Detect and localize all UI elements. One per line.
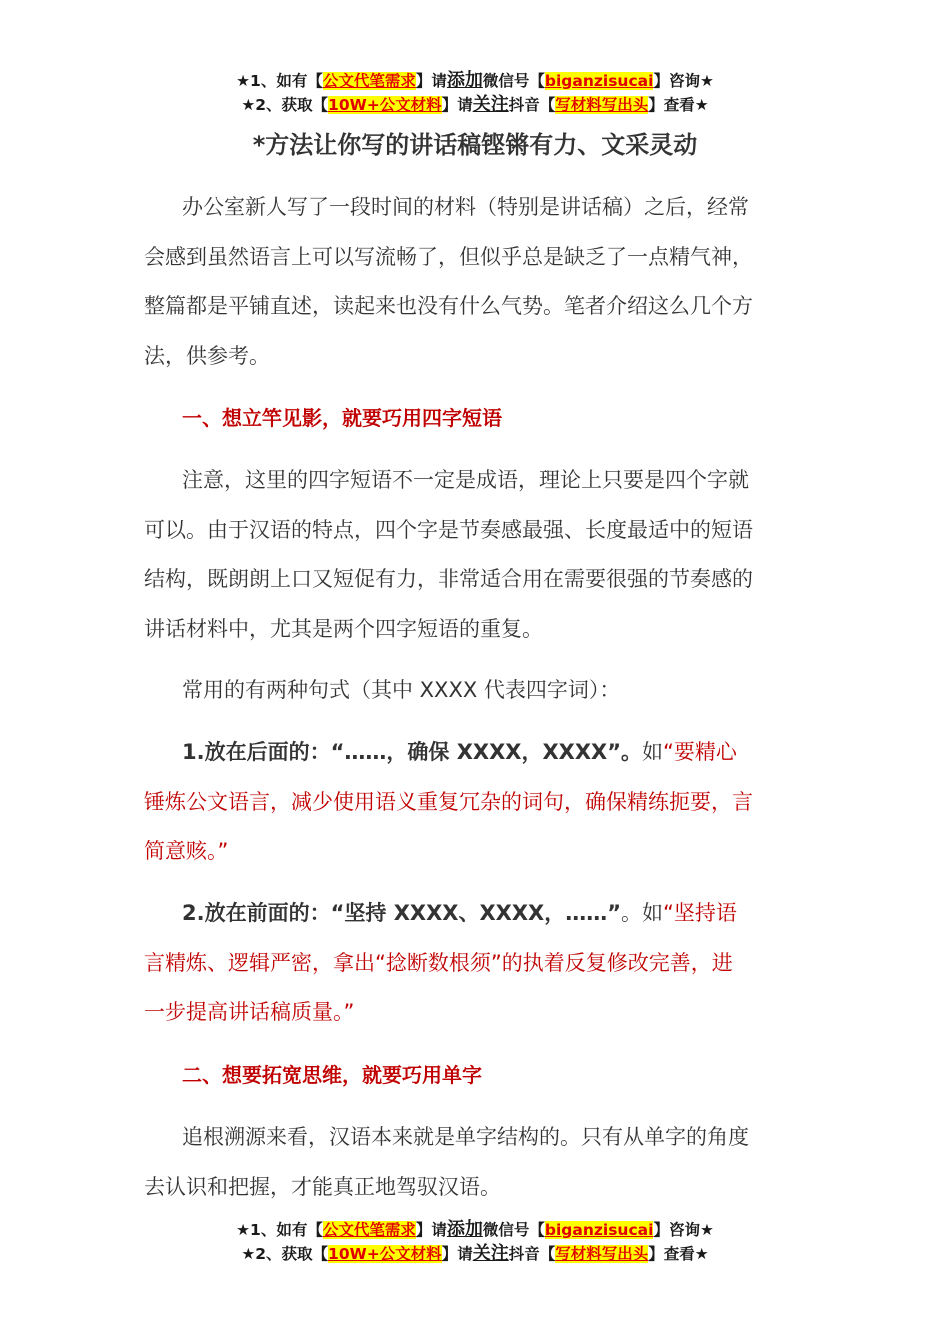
promo-douyin-id: 写材料写出头: [555, 1245, 649, 1263]
paragraph-patterns: 常用的有两种句式（其中 XXXX 代表四字词）：: [182, 678, 621, 702]
promo-emphasis: 关注: [472, 94, 509, 115]
promo-highlight: 10W+公文材料: [328, 96, 442, 114]
promo-text: 抖音【: [508, 1245, 556, 1263]
paragraph-intro: 办公室新人写了一段时间的材料（特别是讲话稿）之后，经常 会感到虽然语言上可以写流畅了，但似乎总是缺乏了一点精气神， 整篇都是平铺直述，读起来也没有什么气势。笔者介绍这么几个方 法，供参考。: [144, 195, 753, 368]
promo-text: ★1、如有【: [236, 72, 323, 90]
promo-emphasis: 关注: [472, 1243, 509, 1264]
paragraph-pattern-2: 2.放在前面的：“坚持 XXXX、XXXX，……”。如“坚持语 言精炼、逻辑严密，拿出“捻断数根须”的执着反复修改完善，进 一步提高讲话稿质量。”: [144, 901, 737, 1024]
promo-text: ★2、获取【: [241, 1245, 329, 1263]
promo-line-1-top: [0, 70, 950, 92]
promo-highlight: 公文代笔需求: [322, 72, 416, 90]
section-heading-2: 二、想要拓宽思维，就要巧用单字: [182, 1063, 482, 1087]
promo-text: 】咨询★: [653, 1221, 714, 1239]
promo-text: 】查看★: [648, 96, 709, 114]
promo-douyin-id: 写材料写出头: [555, 96, 649, 114]
promo-line-1-bottom: [0, 1219, 950, 1241]
promo-emphasis: 添加: [446, 70, 483, 91]
promo-text: 】请: [415, 72, 447, 90]
promo-emphasis: 添加: [446, 1219, 483, 1240]
paragraph-four-char: 注意，这里的四字短语不一定是成语，理论上只要是四个字就 可以。由于汉语的特点，四个字是节奏感最强、长度最适中的短语 结构，既朗朗上口又短促有力，非常适合用在需要很强的节奏感的 讲话材料中，尤其是两个四字短语的重复。: [144, 468, 753, 641]
paragraph-pattern-1: 1.放在后面的：“……，确保 XXXX，XXXX”。如“要精心 锤炼公文语言，减少使用语义重复冗杂的词句，确保精练扼要，言 简意赅。”: [144, 740, 753, 863]
promo-text: ★2、获取【: [241, 96, 329, 114]
promo-line-2-bottom: [0, 1243, 950, 1265]
promo-text: 微信号【: [482, 1221, 545, 1239]
promo-text: 】请: [441, 96, 473, 114]
promo-text: 】请: [441, 1245, 473, 1263]
promo-highlight: 10W+公文材料: [328, 1245, 442, 1263]
section-heading-1: 一、想立竿见影，就要巧用四字短语: [182, 406, 502, 430]
promo-wechat-id: biganzisucai: [544, 1221, 654, 1239]
promo-highlight: 公文代笔需求: [322, 1221, 416, 1239]
promo-text: 】查看★: [648, 1245, 709, 1263]
promo-text: 】请: [415, 1221, 447, 1239]
paragraph-single-char: 追根溯源来看，汉语本来就是单字结构的。只有从单字的角度 去认识和把握，才能真正地驾驭汉语。: [144, 1125, 749, 1199]
document-title: *方法让你写的讲话稿铿锵有力、文采灵动: [252, 131, 698, 159]
promo-wechat-id: biganzisucai: [544, 72, 654, 90]
promo-text: 抖音【: [508, 96, 556, 114]
promo-text: 微信号【: [482, 72, 545, 90]
promo-line-2-top: [0, 94, 950, 116]
promo-text: ★1、如有【: [236, 1221, 323, 1239]
promo-text: 】咨询★: [653, 72, 714, 90]
